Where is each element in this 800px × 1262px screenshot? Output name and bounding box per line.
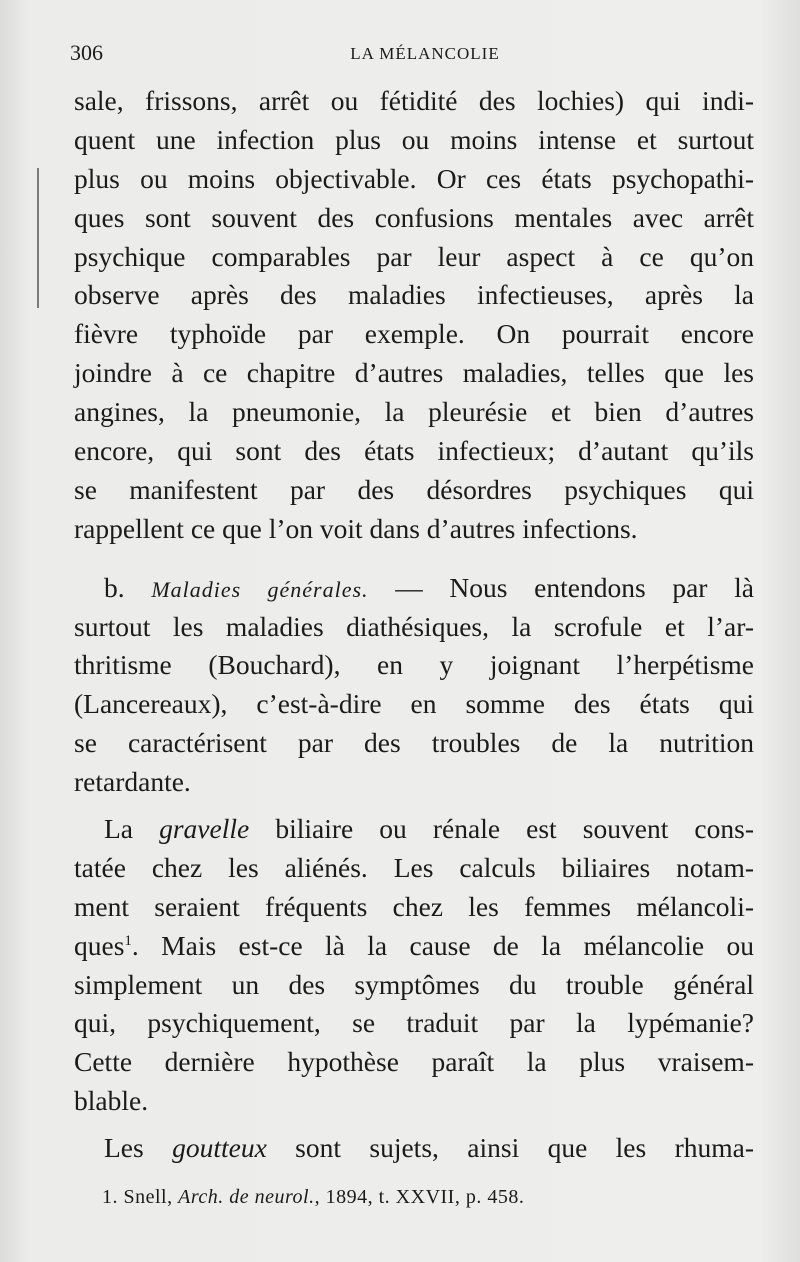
page-header [70,40,750,70]
section-heading-line [74,569,754,608]
text-line: (Lancereaux), c’est-à-dire en somme des états qui [74,688,754,720]
footnote-ref: 1 [124,932,132,949]
page-number: 306 [70,40,103,65]
text-line: encore, qui sont des états infectieux; d’autant qu’ils [74,435,754,467]
text-line: ques sont souvent des confusions mentales avec arrêt [74,201,754,233]
text-line: fièvre typhoïde par exemple. On pourrait encore [74,318,754,350]
text-line [74,1129,754,1168]
section-marker: b. [104,571,125,603]
text-line: se caractérisent par des troubles de la nutrition [74,727,754,759]
text-span: . Mais est-ce là la cause de la mélancolie ou [131,929,754,961]
section-heading: Maladies générales. [151,576,369,602]
footnote [102,1186,524,1209]
text-line [74,927,754,966]
text-line: plus ou moins objectivable. Or ces états psychopathi- [74,162,754,194]
text-line: surtout les maladies diathésiques, la scrofule et l’ar- [74,610,754,642]
text-line [74,810,754,849]
text-line: angines, la pneumonie, la pleurésie et bien d’autres [74,396,754,428]
text-line: Cette dernière hypothèse paraît la plus vraisem- [74,1046,754,1078]
text-line: sale, frissons, arrêt ou fétidité des lochies) qui indi- [74,85,754,116]
text-line: simplement un des symptômes du trouble général [74,968,754,1000]
margin-mark [37,168,39,308]
text-line: se manifestent par des désordres psychiques qui [74,473,754,505]
text-span: biliaire ou rénale est souvent cons- [275,813,754,845]
text-line: rappellent ce que l’on voit dans d’autres infections. [74,512,638,544]
text-line: psychique comparables par leur aspect à ce qu’on [74,240,754,272]
text-span: — Nous entendons par là [395,571,754,603]
text-line: blable. [74,1085,149,1117]
text-span: sont sujets, ainsi que les rhuma- [295,1132,754,1164]
paragraph-gap [74,802,754,810]
text-span: Les [104,1132,144,1164]
text-line: thritisme (Bouchard), en y joignant l’herpétisme [74,649,754,681]
footnote-number: 1. [102,1186,118,1208]
body-text [74,82,754,1168]
text-line: retardante. [74,766,191,798]
running-title: LA MÉLANCOLIE [350,44,500,63]
italic-term: goutteux [172,1132,267,1164]
text-span: La [104,813,134,845]
footnote-rest: , 1894, t. XXVII, p. 458. [314,1186,525,1208]
paragraph-gap [74,1121,754,1129]
italic-term: gravelle [159,813,250,845]
footnote-author: Snell, [123,1186,173,1208]
footnote-journal: Arch. de neurol. [178,1186,315,1208]
text-line: observe après des maladies infectieuses, après la [74,279,754,311]
text-line: quent une infection plus ou moins intense et surtout [74,123,754,155]
text-line: qui, psychiquement, se traduit par la lypémanie? [74,1007,754,1039]
text-line: joindre à ce chapitre d’autres maladies, telles que les [74,357,754,389]
text-line: tatée chez les aliénés. Les calculs biliaires notam- [74,851,754,883]
paragraph-gap [74,549,754,569]
text-span: ques [74,929,125,961]
text-line: ment seraient fréquents chez les femmes mélancoli- [74,890,754,922]
